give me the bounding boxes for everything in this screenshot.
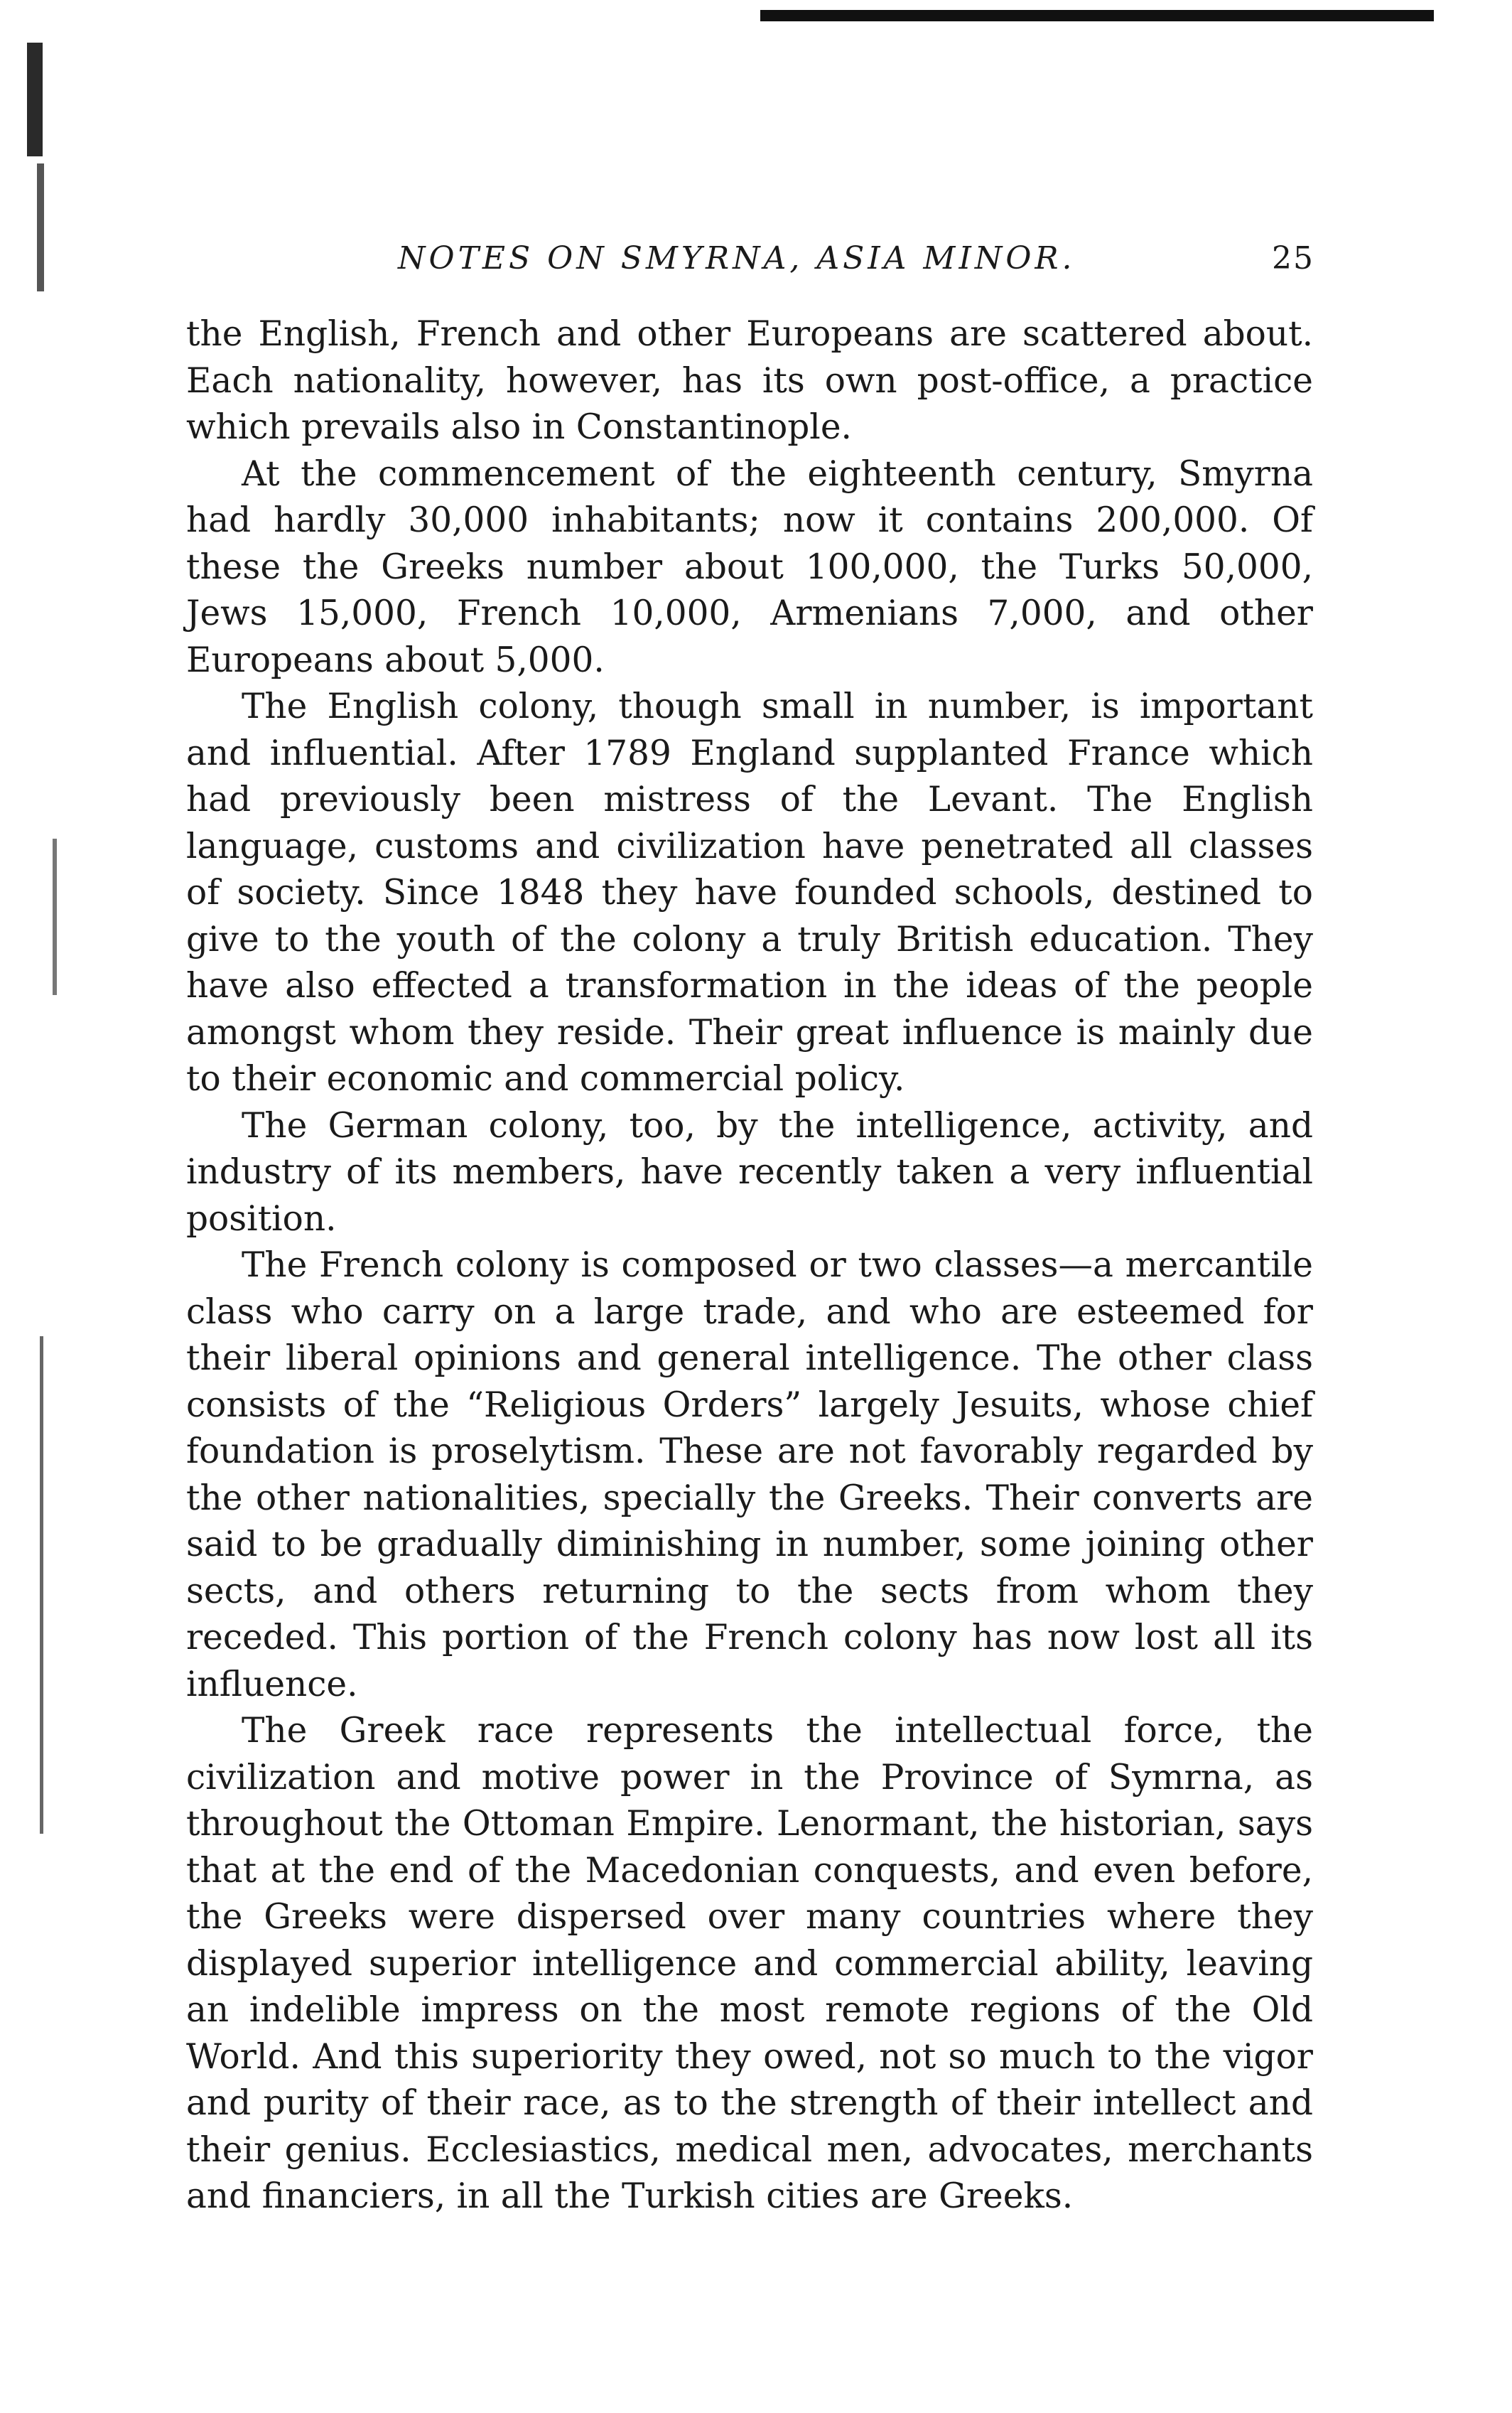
paragraph: The Greek race represents the intellectual force, the civilization and motive power in the Province of Symrna, as throughout the Ottoman Empire. Lenormant, the historian, says that at the end of the Macedonian conquests, and even before, the Greeks were dispersed over many countries where they displayed superior intelligence and commercial ability, leaving an indelible impress on the most remote regions of the Old World. And this superiority they owed, not so much to the vigor and purity of their race, as to the strength of their intellect and their genius. Ecclesiastics, medical men, advocates, merchants and financiers, in all the Turkish cities are Greeks.: [186, 1711, 1313, 2216]
top-border-rule: [760, 10, 1434, 21]
page-number: 25: [1272, 240, 1314, 276]
paragraph: The French colony is composed or two classes—a mercantile class who carry on a large trade, and who are esteemed for their liberal opinions and general intelligence. The other class consists of the “Religious Orders” largely Jesuits, whose chief foundation is proselytism. These are not favorably regarded by the other nationalities, specially the Greeks. Their converts are said to be gradually diminishing in number, some joining other sects, and others returning to the sects from whom they receded. This portion of the French colony has now lost all its influence.: [186, 1245, 1313, 1704]
body-text: [186, 311, 1313, 2220]
paragraph: The English colony, though small in number, is important and influential. After 1789 England supplanted France which had previously been mistress of the Levant. The English language, customs and civilization have penetrated all classes of society. Since 1848 they have founded schools, destined to give to the youth of the colony a truly British education. They have also effected a transformation in the ideas of the people amongst whom they reside. Their great influence is mainly due to their economic and commercial policy.: [186, 687, 1313, 1099]
paragraph: the English, French and other Europeans are scattered about. Each nationality, however, has its own post-office, a practice which prevails also in Constantinople.: [186, 314, 1313, 447]
paragraph: The German colony, too, by the intelligence, activity, and industry of its members, have recently taken a very influential position.: [186, 1105, 1313, 1239]
running-title: NOTES ON SMYRNA, ASIA MINOR.: [398, 240, 1076, 276]
binding-scan-mark: [40, 1336, 43, 1834]
binding-scan-mark: [53, 839, 57, 995]
paragraph: At the commencement of the eighteenth century, Smyrna had hardly 30,000 inhabitants; now it contains 200,000. Of these the Greeks number about 100,000, the Turks 50,000, Jews 15,000, French 10,000, Armenians 7,000, and other Europeans about 5,000.: [186, 453, 1313, 680]
binding-scan-mark: [37, 163, 44, 291]
running-head: [185, 233, 1314, 284]
binding-scan-mark: [27, 43, 43, 156]
